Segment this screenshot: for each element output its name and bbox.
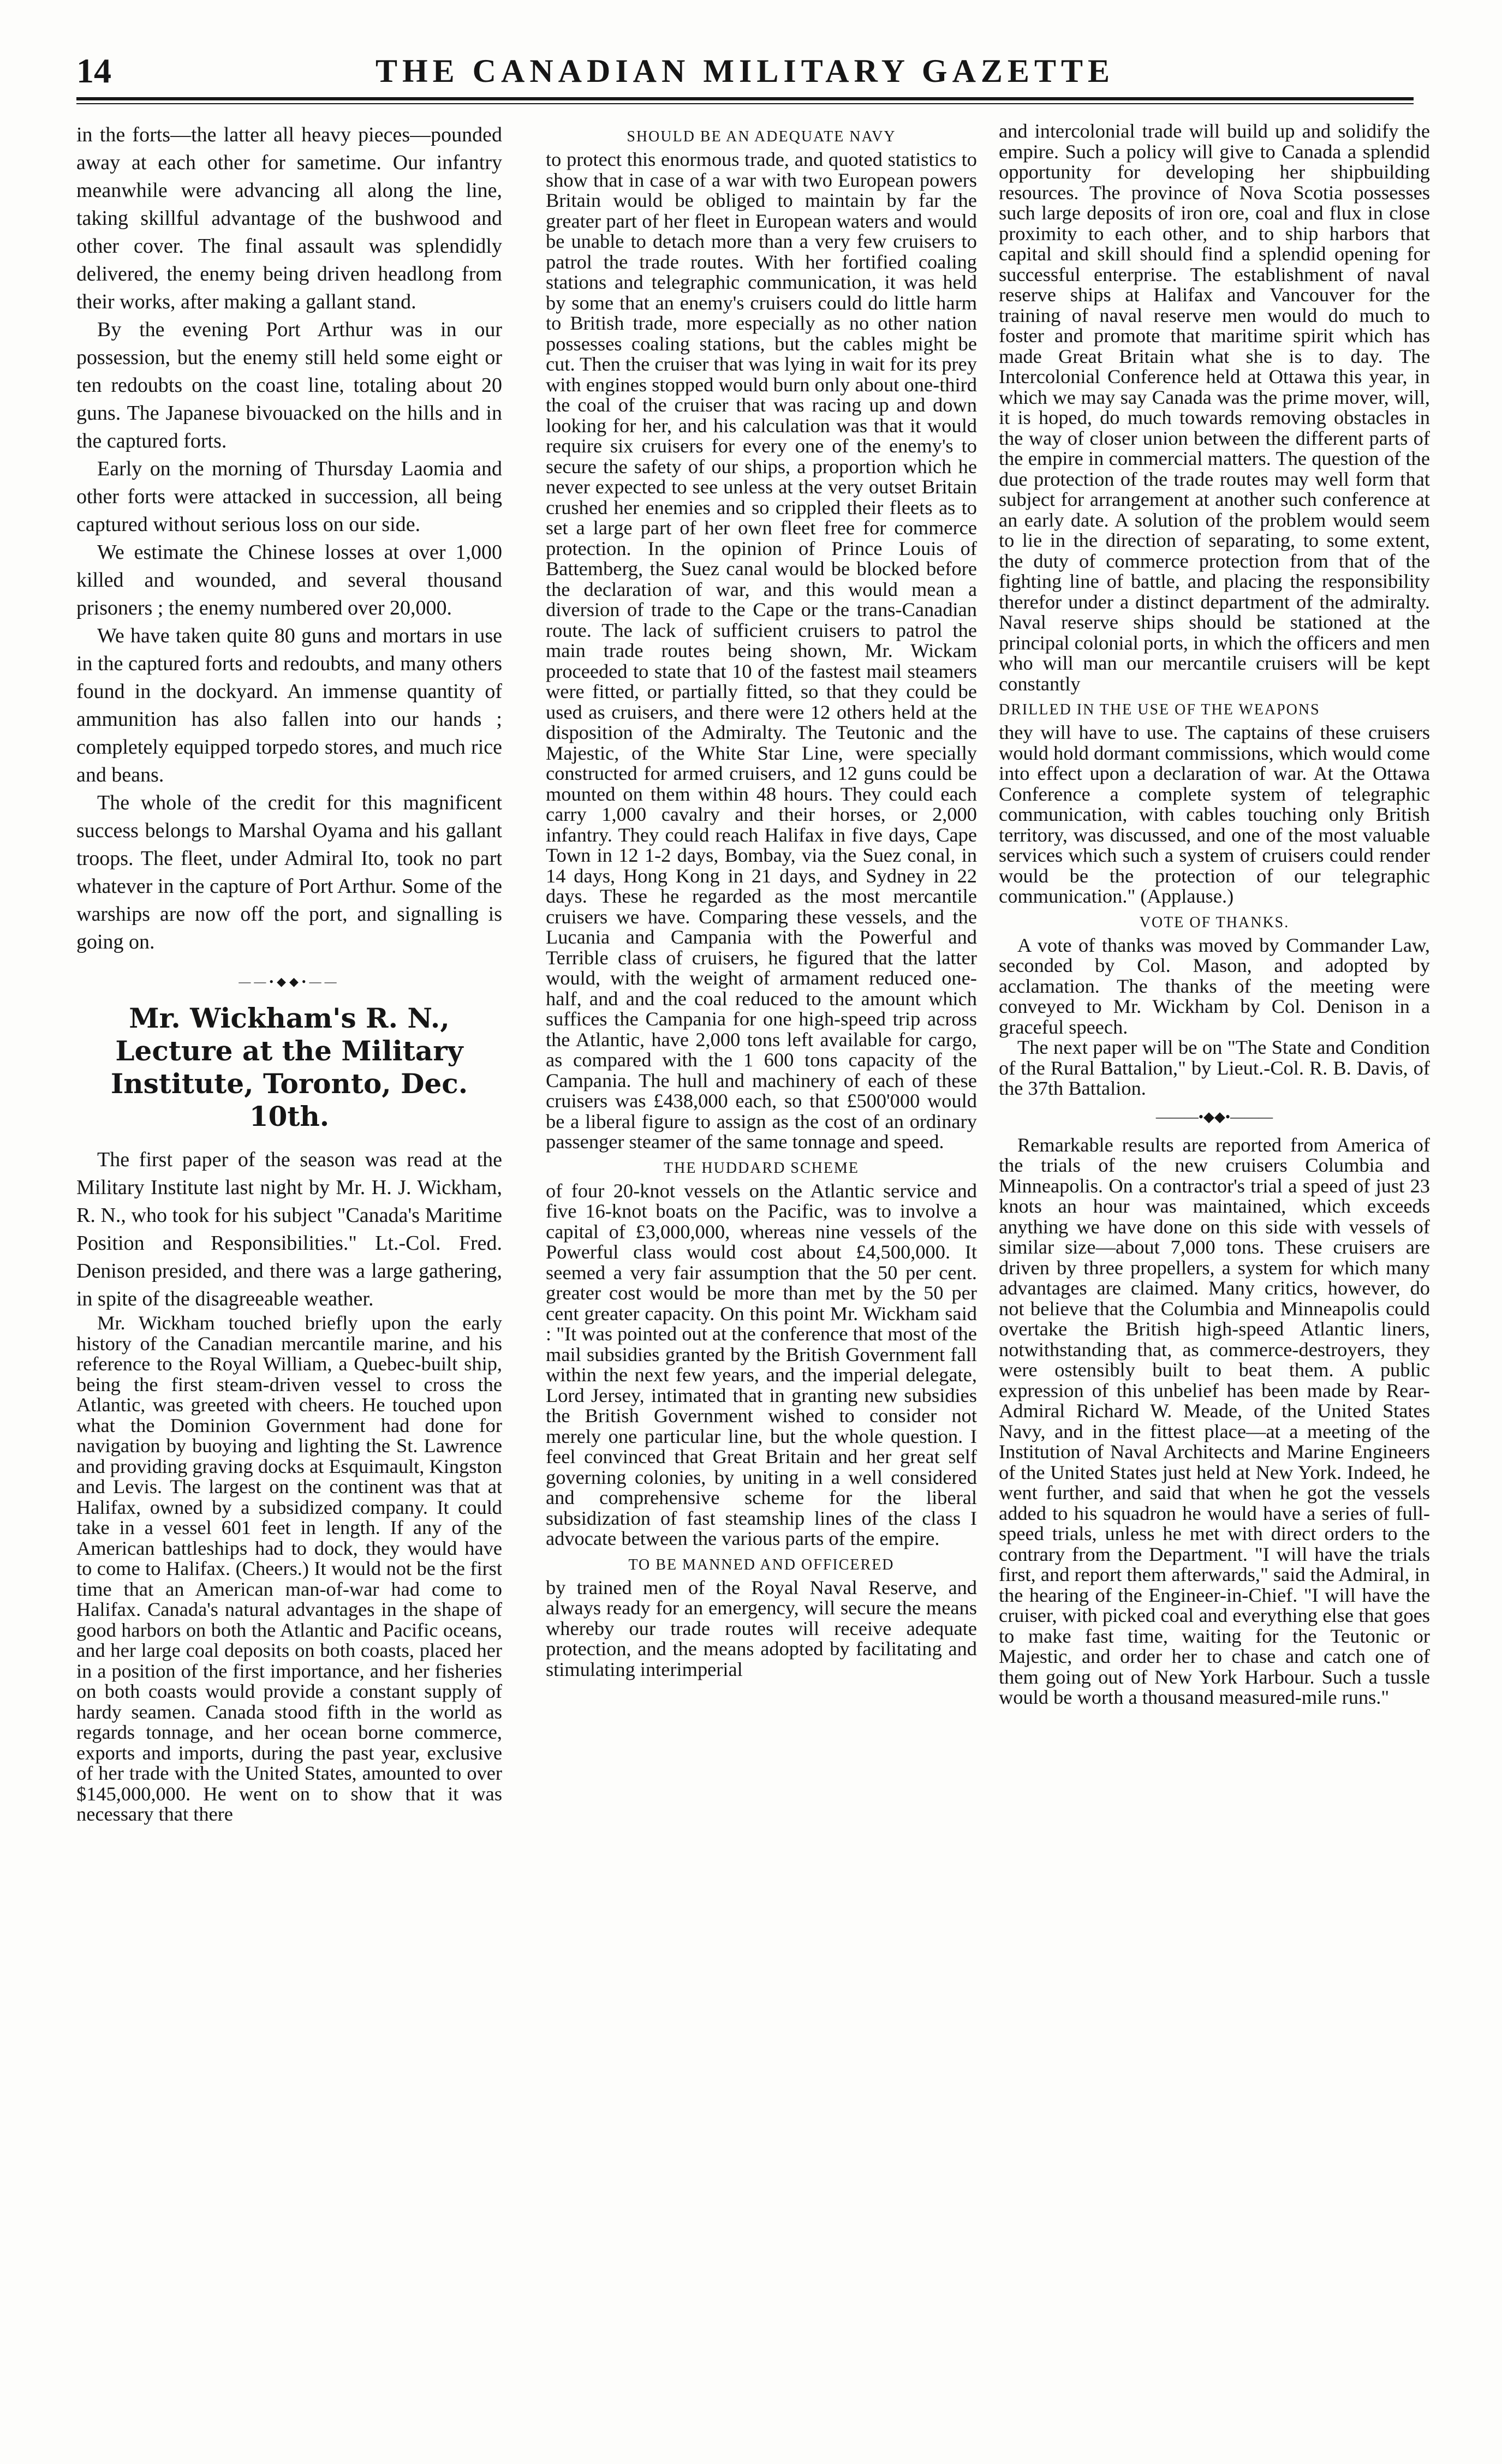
paragraph: Early on the morning of Thursday Laomia and other forts were attacked in succession, all being captured without serious loss on our side. — [76, 457, 502, 536]
paragraph: in the forts—the latter all heavy pieces—pounded away at each other for sametime. Our infantry meanwhile were advancing all along the line, taking skillful advantage of the bushwood and other cover. The final assault was splendidly delivered, the enemy being driven headlong from their works, after making a gallant stand. — [76, 123, 502, 313]
subheading: DRILLED IN THE USE OF THE WEAPONS — [999, 701, 1320, 718]
paragraph: The first paper of the season was read at the Military Institute last night by Mr. H. J. Wickham, R. N., who took for his subject "Canada's Maritime Position and Responsibilities." Lt.-Col. Fred. Denison presided, and there was a large gathering, in spite of the disagreeable weather. — [76, 1148, 502, 1310]
masthead — [76, 49, 1414, 93]
masthead-rule-thick — [76, 97, 1414, 100]
masthead-rule-thin — [76, 103, 1414, 104]
paragraph: The next paper will be on "The State and Condition of the Rural Battalion," by Lieut.-Col. R. B. Davis, of the 37th Battalion. — [999, 1036, 1430, 1099]
column-3 — [999, 121, 1430, 2359]
article-headline: Mr. Wickham's R. N., Lecture at the Military Institute, Toronto, Dec. 10th. — [110, 1002, 468, 1132]
paragraph: and intercolonial trade will build up and solidify the empire. Such a policy will give to Canada a splendid opportunity for developing her shipbuilding resources. The province of Nova Scotia possesses such large deposits of iron ore, coal and flux in close proximity to each other, and to ship harbors that capital and skill should find a splendid opening for successful enterprise. The establishment of naval reserve ships at Halifax and Vancouver for the training of naval reserve men would do much to foster and promote that maritime spirit which has made Great Britain what she is to day. The Intercolonial Conference held at Ottawa this year, in which we may say Canada was the prime mover, will, it is hoped, do much towards removing obstacles in the way of closer union between the different parts of the empire in commercial matters. The question of the due protection of the trade routes may well form that subject for arrangement at another such conference at an early date. A solution of the problem would seem to lie in the direction of separating, to some extent, the duty of commerce protection from that of the fighting line of battle, and placing the responsibility therefor under a distinct department of the admiralty. Naval reserve ships should be stationed at the principal colonial ports, in which the officers and men who will man our mercantile cruisers will be kept constantly — [999, 121, 1430, 695]
paragraph: Mr. Wickham touched briefly upon the early history of the Canadian mercantile marine, and his reference to the Royal William, a Quebec-built ship, being the first steam-driven vessel to cross the Atlantic, was greeted with cheers. He touched upon what the Dominion Government had done for navigation by buoying and lighting the St. Lawrence and providing graving docks at Esquimault, Kingston and Levis. The largest on the continent was that at Halifax, owned by a subsidized company. It could take in a vessel 601 feet in length. If any of the American battleships had to dock, they would have to come to Halifax. (Cheers.) It would not be the first time that an American man-of-war had come to Halifax. Canada's natural advantages in the shape of good harbors on both the Atlantic and Pacific oceans, and her large coal deposits on both coasts, placed her in a position of the first importance, and her fisheries on both coasts would provide a constant supply of hardy seamen. Canada stood fifth in the world as regards tonnage, and her ocean borne commerce, exports and imports, during the past year, exclusive of her trade with the United States, amounted to over $145,000,000. He went on to show that it was necessary that there — [76, 1312, 502, 1825]
page-number: 14 — [76, 51, 111, 90]
publication-title: THE CANADIAN MILITARY GAZETTE — [375, 53, 1115, 89]
paragraph: We estimate the Chinese losses at over 1,000 killed and wounded, and several thousand prisoners ; the enemy numbered over 20,000. — [76, 541, 502, 619]
paragraph: A vote of thanks was moved by Commander Law, seconded by Col. Mason, and adopted by acclamation. The thanks of the meeting were conveyed to Mr. Wickham by Col. Denison in a graceful speech. — [999, 934, 1430, 1038]
subheading: TO BE MANNED AND OFFICERED — [628, 1556, 895, 1573]
paragraph: Remarkable results are reported from America of the trials of the new cruisers Columbia and Minneapolis. On a contractor's trial a speed of just 23 knots an hour was maintained, which exceeds anything we have done on this side with vessels of similar size—about 7,000 tons. These cruisers are driven by three propellers, a system for which many advantages are claimed. Many critics, however, do not believe that the Columbia and Minneapolis could overtake the British high-speed Atlantic liners, notwithstanding that, as commerce-destroyers, they were ostensibly built to beat them. A public expression of this unbelief has been made by Rear-Admiral Richard W. Meade, of the United States Navy, and in the fittest place—at a meeting of the Institution of Naval Architects and Marine Engineers of the United States just held at New York. Indeed, he went further, and said that when he got the vessels added to his squadron he would have a series of full-speed trials, unless he met with direct orders to the contrary from the Department. "I will have the trials first, and report them afterwards," said the Admiral, in the hearing of the Engineer-in-Chief. "I will have the cruiser, with picked coal and everything else that goes to make fast time, waiting for the Teutonic or Majestic, and order her to chase and catch one of them going out of New York Harbour. Such a tussle would be worth a thousand measured-mile runs." — [999, 1133, 1430, 1708]
article-body — [76, 1146, 502, 1825]
column-1 — [76, 121, 502, 2381]
subheading: SHOULD BE AN ADEQUATE NAVY — [627, 128, 896, 145]
paragraph: of four 20-knot vessels on the Atlantic service and five 16-knot boats on the Pacific, was to involve a capital of £3,000,000, whereas nine vessels of the Powerful class would cost about £4,500,000. It seemed a very fair assumption that the 50 per cent. greater cost would be more than met by the 50 per cent greater capacity. On this point Mr. Wickham said : "It was pointed out at the conference that most of the mail subsidies granted by the British Government fall within the next few years, and the imperial delegate, Lord Jersey, intimated that in granting new subsidies the British Government wished to consider not merely one particular line, but the whole question. I feel convinced that Great Britain and her great self governing colonies, by uniting in a well considered and comprehensive scheme for the liberal subsidization of fast steamship lines of the class I advocate between the various parts of the empire. — [546, 1179, 977, 1549]
article-divider: ———•◆◆•——— — [1155, 1108, 1273, 1125]
column-2 — [546, 121, 977, 2359]
paragraph: they will have to use. The captains of these cruisers would hold dormant commissions, which would come into effect upon a declaration of war. At the Ottawa Conference a complete system of telegraphic communication, with cables touching only British territory, was discussed, and one of the most valuable services which such a system of cruisers could render would be the protection of our telegraphic communication." (Applause.) — [999, 721, 1430, 907]
paragraph: By the evening Port Arthur was in our possession, but the enemy still held some eight or ten redoubts on the coast line, totaling about 20 guns. The Japanese bivouacked on the hills and in the captured forts. — [76, 318, 502, 452]
subheading: THE HUDDARD SCHEME — [664, 1159, 859, 1177]
article-divider: ——•◆◆•—— — [239, 975, 340, 988]
paragraph: to protect this enormous trade, and quoted statistics to show that in case of a war with two European powers Britain would be obliged to maintain by far the greater part of her fleet in European waters and would be unable to detach more than a very few cruisers to patrol the trade routes. With her fortified coaling stations and telegraphic communication, it was held by some that an enemy's cruisers could do little harm to British trade, more especially as no other nation possesses coaling stations, but the cables might be cut. Then the cruiser that was lying in wait for its prey with engines stopped would burn only about one-third the coal of the cruiser that was racing up and down looking for her, and his calculation was that it would require six cruisers for every one of the enemy's to secure the safety of our ships, a proportion which he never expected to see unless at the very outset Britain crushed her enemies and so crippled their fleets as to set a large part of her own fleet free for commerce protection. In the opinion of Prince Louis of Battemberg, the Suez canal would be blocked before the declaration of war, and this would mean a diversion of trade to the Cape or the trans-Canadian route. The lack of sufficient cruisers to patrol the main trade routes being shown, Mr. Wickam proceeded to state that 10 of the fastest mail steamers were fitted, or partially fitted, so that they could be used as cruisers, and there were 12 others held at the disposition of the Admiralty. The Teutonic and the Majestic, of the White Star Line, were specially constructed for armed cruisers, and 12 guns could be mounted on them within 48 hours. They could each carry 1,000 cavalry and their horses, or 2,000 infantry. They could reach Halifax in five days, Cape Town in 12 1-2 days, Bombay, via the Suez conal, in 14 days, Hong Kong in 21 days, and Sydney in 22 days. These he regarded as the most mercantile cruisers we have. Comparing these vessels, and the Lucania and Campania with the Powerful and Terrible class of cruisers, he figured that the latter would, with the weight of armament reduced one-half, and and the coal reduced to the amount which suffices the Campania for one high-speed trip across the Atlantic, have 2,000 tons left available for cargo, as compared with the 1 600 tons capacity of the Campania. The hull and machinery of each of these cruisers was £438,000 each, so that £500'000 would be a liberal figure to assign as the cost of an ordinary passenger steamer of the same tonnage and speed. — [546, 148, 977, 1153]
paragraph: by trained men of the Royal Naval Reserve, and always ready for an emergency, will secure the means whereby our trade routes will receive adequate protection, and the means adopted by facilitating and stimulating interimperial — [546, 1576, 977, 1680]
paragraph: We have taken quite 80 guns and mortars in use in the captured forts and redoubts, and many others found in the dockyard. An immense quantity of ammunition has also fallen into our hands ; completely equipped torpedo stores, and much rice and beans. — [76, 624, 502, 786]
paragraph: The whole of the credit for this magnificent success belongs to Marshal Oyama and his gallant troops. The fleet, under Admiral Ito, took no part whatever in the capture of Port Arthur. Some of the warships are now off the port, and signalling is going on. — [76, 791, 502, 953]
subheading: VOTE OF THANKS. — [1139, 914, 1290, 931]
